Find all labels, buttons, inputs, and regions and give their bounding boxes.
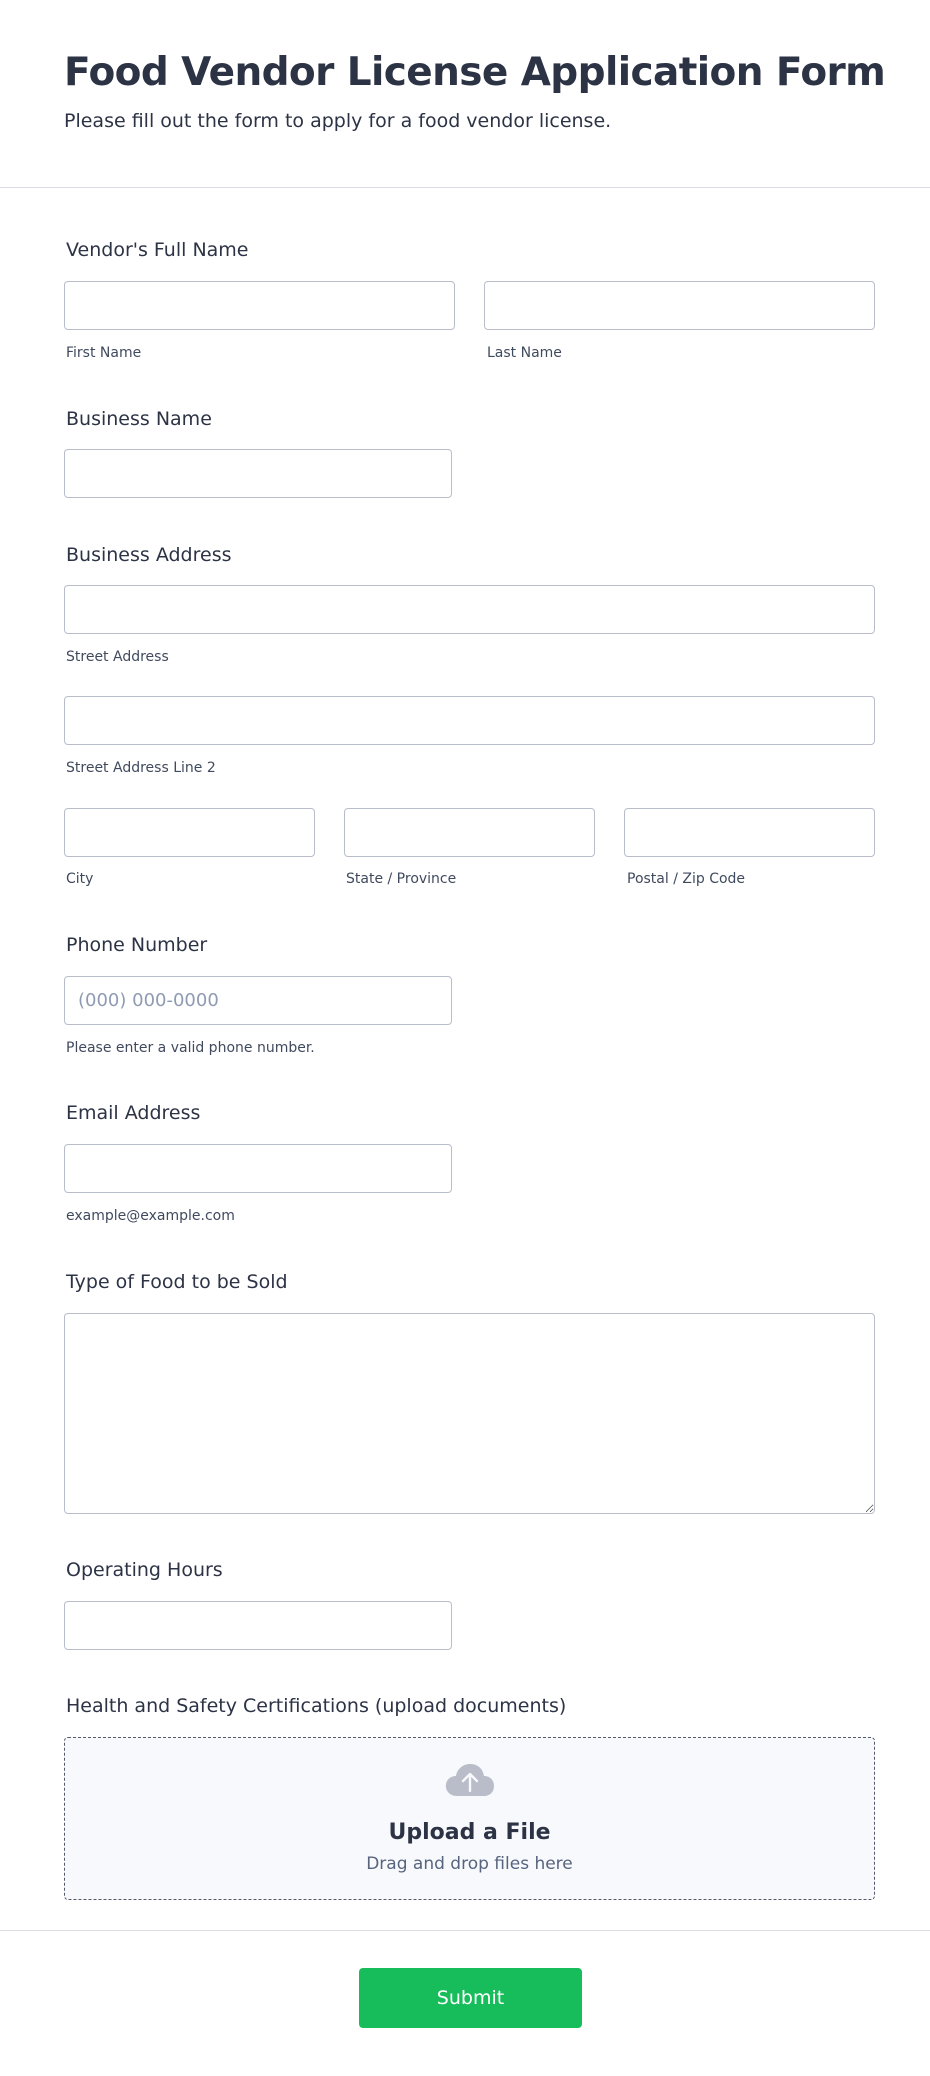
phone-number-input[interactable]	[64, 976, 452, 1025]
food-type-label: Type of Food to be Sold	[66, 1271, 288, 1293]
upload-title: Upload a File	[388, 1820, 551, 1845]
business-name-input[interactable]	[64, 449, 452, 498]
street-address-line2-input[interactable]	[64, 696, 875, 745]
operating-hours-input[interactable]	[64, 1601, 452, 1650]
first-name-input[interactable]	[64, 281, 455, 330]
email-address-input[interactable]	[64, 1144, 452, 1193]
form-title: Food Vendor License Application Form	[64, 50, 886, 95]
email-address-sublabel: example@example.com	[66, 1208, 235, 1224]
cloud-upload-icon	[445, 1763, 495, 1797]
state-input[interactable]	[344, 808, 595, 857]
vendor-name-label: Vendor's Full Name	[66, 239, 249, 261]
file-upload-dropzone[interactable]	[64, 1737, 875, 1900]
city-sublabel: City	[66, 871, 94, 887]
business-name-label: Business Name	[66, 408, 212, 430]
submit-button[interactable]: Submit	[359, 1968, 582, 2028]
phone-number-label: Phone Number	[66, 934, 208, 956]
zip-code-sublabel: Postal / Zip Code	[627, 871, 746, 887]
zip-code-input[interactable]	[624, 808, 875, 857]
state-sublabel: State / Province	[346, 871, 457, 887]
phone-number-sublabel: Please enter a valid phone number.	[66, 1040, 315, 1056]
street-address-input[interactable]	[64, 585, 875, 634]
food-type-textarea[interactable]	[64, 1313, 875, 1514]
form-header	[0, 0, 930, 188]
form-subtitle: Please fill out the form to apply for a food vendor license.	[64, 110, 612, 132]
street-address-line2-sublabel: Street Address Line 2	[66, 760, 216, 776]
city-input[interactable]	[64, 808, 315, 857]
upload-hint: Drag and drop files here	[366, 1854, 573, 1874]
street-address-sublabel: Street Address	[66, 649, 169, 665]
last-name-sublabel: Last Name	[487, 345, 562, 361]
email-address-label: Email Address	[66, 1102, 201, 1124]
last-name-input[interactable]	[484, 281, 875, 330]
operating-hours-label: Operating Hours	[66, 1559, 223, 1581]
certifications-label: Health and Safety Certifications (upload documents)	[66, 1695, 567, 1717]
first-name-sublabel: First Name	[66, 345, 142, 361]
footer-divider	[0, 1930, 930, 1931]
business-address-label: Business Address	[66, 544, 232, 566]
